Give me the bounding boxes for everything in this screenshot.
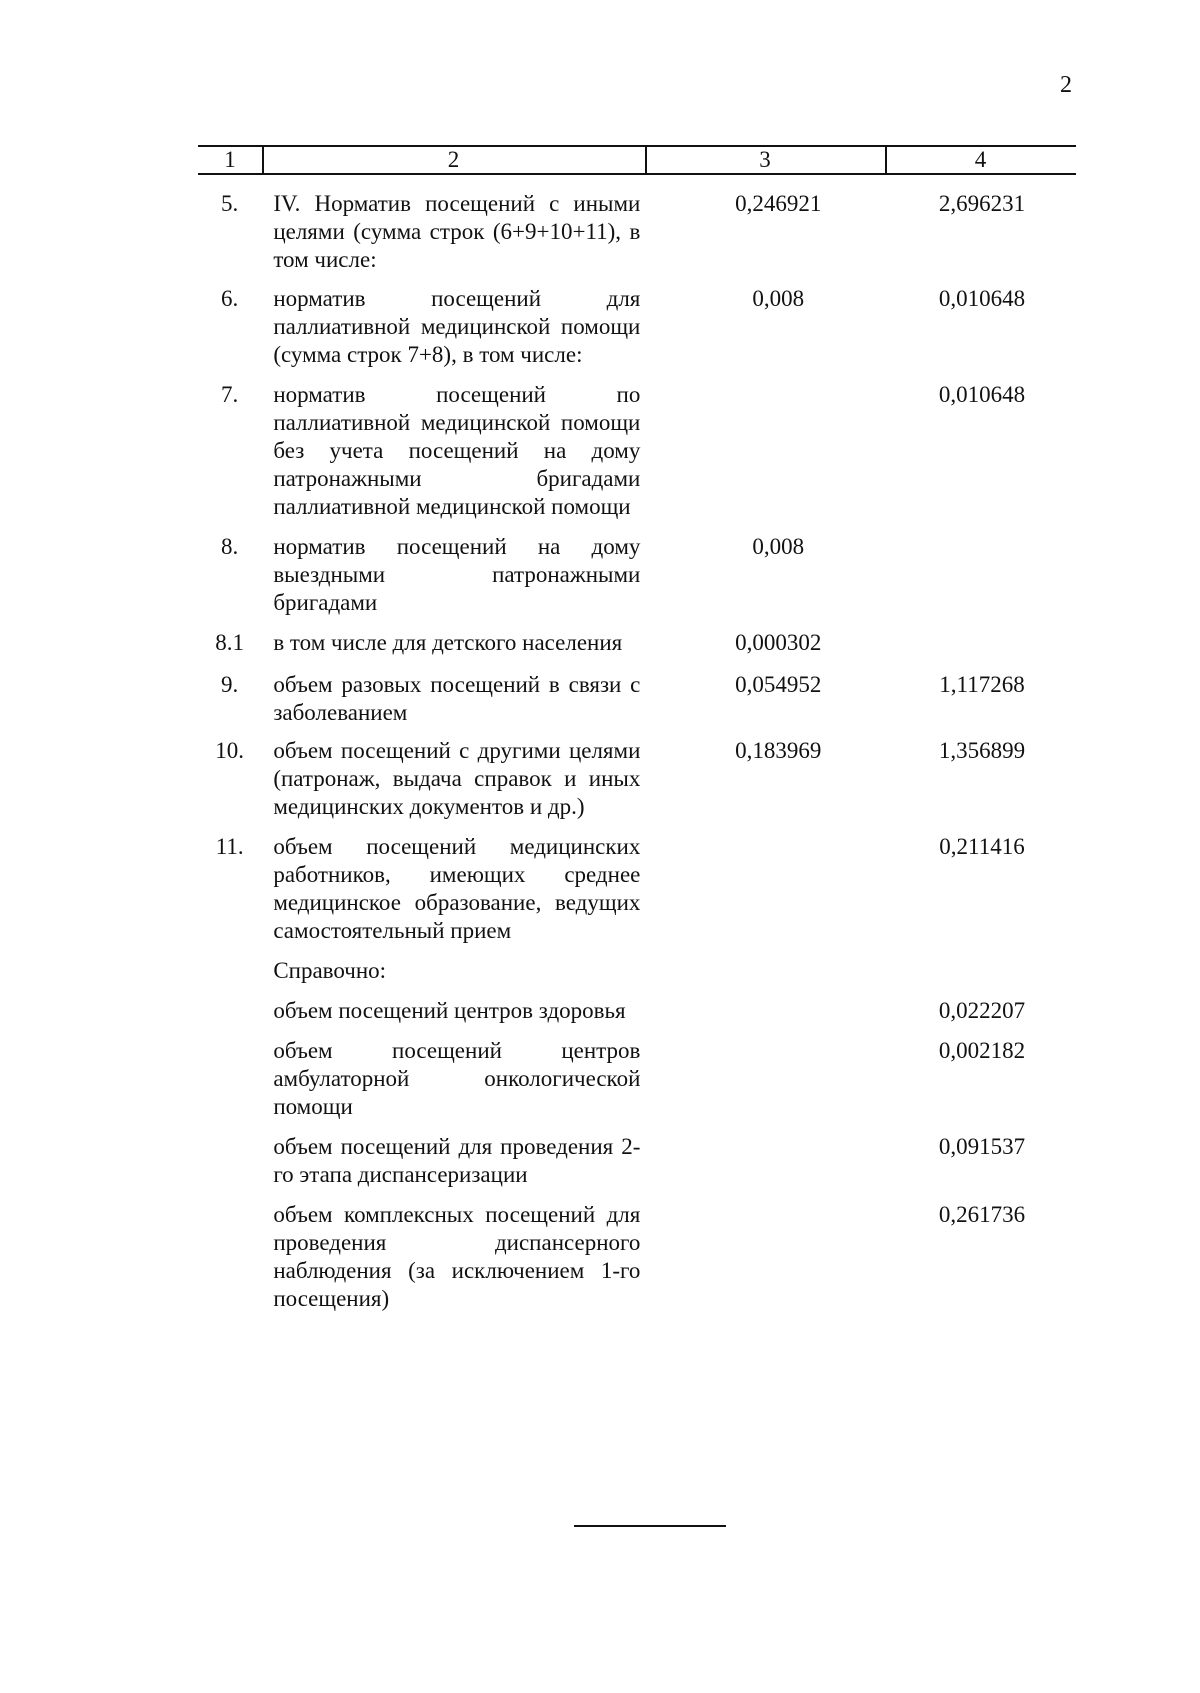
header-col-3: 3 xyxy=(759,147,771,172)
row-number: 11. xyxy=(215,834,244,859)
row-value-col4: 0,211416 xyxy=(939,834,1025,859)
header-col-1: 1 xyxy=(224,147,236,172)
row-description: объем посещений для проведения 2-го этапа диспансеризации xyxy=(273,1134,641,1187)
table-row xyxy=(198,533,1076,617)
table-row xyxy=(198,737,1076,821)
table-row xyxy=(198,190,1076,274)
row-value-col4: 0,002182 xyxy=(938,1038,1026,1063)
row-description: IV. Норматив посещений с иными целями (сумма строк (6+9+10+11), в том числе: xyxy=(273,191,641,272)
row-number: 10. xyxy=(215,738,245,763)
row-value-col4: 0,010648 xyxy=(938,286,1026,311)
row-description: объем посещений с другими целями (патронаж, выдача справок и иных медицинских документов и др.) xyxy=(273,738,641,819)
row-number: 5. xyxy=(221,191,239,216)
row-value-col4: 1,117268 xyxy=(939,672,1025,697)
row-value-col3: 0,246921 xyxy=(735,191,822,216)
header-col-4: 4 xyxy=(974,147,987,172)
table-row xyxy=(198,285,1076,369)
table-row xyxy=(198,1037,1076,1121)
row-value-col4: 0,261736 xyxy=(938,1202,1026,1227)
reference-heading: Справочно: xyxy=(273,958,387,983)
row-value-col3: 0,000302 xyxy=(735,630,822,655)
table-row xyxy=(198,1201,1076,1313)
row-description: норматив посещений на дому выездными патронажными бригадами xyxy=(273,534,641,615)
row-value-col4: 2,696231 xyxy=(938,191,1026,216)
table-row xyxy=(198,997,1076,1025)
row-description: норматив посещений по паллиативной медицинской помощи без учета посещений на дому патронажными бригадами паллиативной медицинской помощи xyxy=(273,382,641,519)
row-description: объем посещений центров амбулаторной онкологической помощи xyxy=(273,1038,641,1119)
row-description: в том числе для детского населения xyxy=(273,630,623,655)
row-description: объем посещений медицинских работников, имеющих среднее медицинское образование, ведущих самостоятельный прием xyxy=(273,834,641,943)
table-body xyxy=(198,190,1076,1313)
row-value-col3: 0,054952 xyxy=(735,672,822,697)
row-value-col3: 0,008 xyxy=(752,534,805,559)
closing-divider xyxy=(574,1525,726,1527)
row-value-col3: 0,008 xyxy=(752,286,805,311)
row-number: 8.1 xyxy=(215,630,245,655)
row-value-col4: 1,356899 xyxy=(938,738,1026,763)
table-header xyxy=(198,145,1076,175)
row-description: норматив посещений для паллиативной медицинской помощи (сумма строк 7+8), в том числе: xyxy=(273,286,641,367)
page-number: 2 xyxy=(1060,72,1072,98)
row-value-col4: 0,022207 xyxy=(938,998,1026,1023)
row-description: объем посещений центров здоровья xyxy=(273,998,626,1023)
table-row xyxy=(198,833,1076,945)
row-number: 8. xyxy=(221,534,239,559)
table-row xyxy=(198,381,1076,521)
row-number: 6. xyxy=(221,286,239,311)
row-number: 7. xyxy=(221,382,239,407)
table-row xyxy=(198,629,1076,657)
row-value-col4: 0,010648 xyxy=(938,382,1026,407)
row-description: объем комплексных посещений для проведения диспансерного наблюдения (за исключением 1-го посещения) xyxy=(273,1202,641,1311)
table-row xyxy=(198,1133,1076,1189)
table-row xyxy=(198,671,1076,727)
row-number: 9. xyxy=(221,672,239,697)
table-row xyxy=(198,957,1076,985)
row-value-col4: 0,091537 xyxy=(938,1134,1026,1159)
row-value-col3: 0,183969 xyxy=(735,738,822,763)
row-description: объем разовых посещений в связи с заболеванием xyxy=(273,672,641,725)
header-col-2: 2 xyxy=(447,147,460,172)
